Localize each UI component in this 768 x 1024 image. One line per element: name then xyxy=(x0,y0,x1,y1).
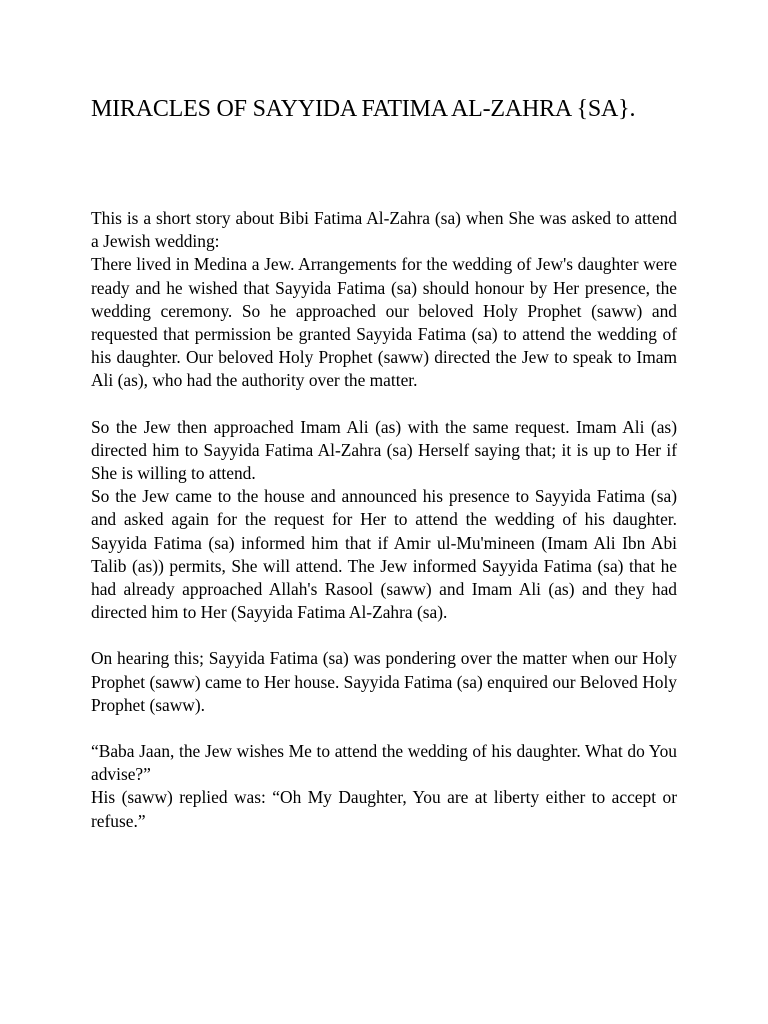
paragraph-imam-ali-request: So the Jew then approached Imam Ali (as) with the same request. Imam Ali (as) directed him to Sayyida Fatima Al-Zahra (sa) Herself saying that; it is up to Her if She is willing to attend. xyxy=(91,416,677,484)
paragraph-spacer xyxy=(91,624,677,647)
page-title: MIRACLES OF SAYYIDA FATIMA AL-ZAHRA {SA}. xyxy=(91,96,636,122)
paragraph-baba-jaan-quote: “Baba Jaan, the Jew wishes Me to attend the wedding of his daughter. What do You advise?” xyxy=(91,741,677,785)
paragraph-spacer xyxy=(91,717,677,740)
paragraph-pondering: On hearing this; Sayyida Fatima (sa) was pondering over the matter when our Holy Prophet (saww) came to Her house. Sayyida Fatima (sa) enquired our Beloved Holy Prophet (saww). xyxy=(91,648,677,715)
document-body xyxy=(91,207,677,833)
paragraph-medina-jew: There lived in Medina a Jew. Arrangements for the wedding of Jew's daughter were ready and he wished that Sayyida Fatima (sa) should honour by Her presence, the wedding ceremony. So he approached our beloved Holy Prophet (saww) and requested that permission be granted Sayyida Fatima (sa) to attend the wedding of his daughter. Our beloved Holy Prophet (saww) directed the Jew to speak to Imam Ali (as), who had the authority over the matter. xyxy=(91,254,677,391)
paragraph-prophet-reply: His (saww) replied was: “Oh My Daughter, You are at liberty either to accept or refuse.” xyxy=(91,787,677,831)
paragraph-spacer xyxy=(91,393,677,416)
paragraph-jew-at-house: So the Jew came to the house and announced his presence to Sayyida Fatima (sa) and asked again for the request for Her to attend the wedding of his daughter. Sayyida Fatima (sa) informed him that if Amir ul-Mu'mineen (Imam Ali Ibn Abi Talib (as)) permits, She will attend. The Jew informed Sayyida Fatima (sa) that he had already approached Allah's Rasool (saww) and Imam Ali (as) and they had directed him to Her (Sayyida Fatima Al-Zahra (sa). xyxy=(91,486,677,623)
paragraph-intro: This is a short story about Bibi Fatima Al-Zahra (sa) when She was asked to attend a Jewish wedding: xyxy=(91,208,677,252)
